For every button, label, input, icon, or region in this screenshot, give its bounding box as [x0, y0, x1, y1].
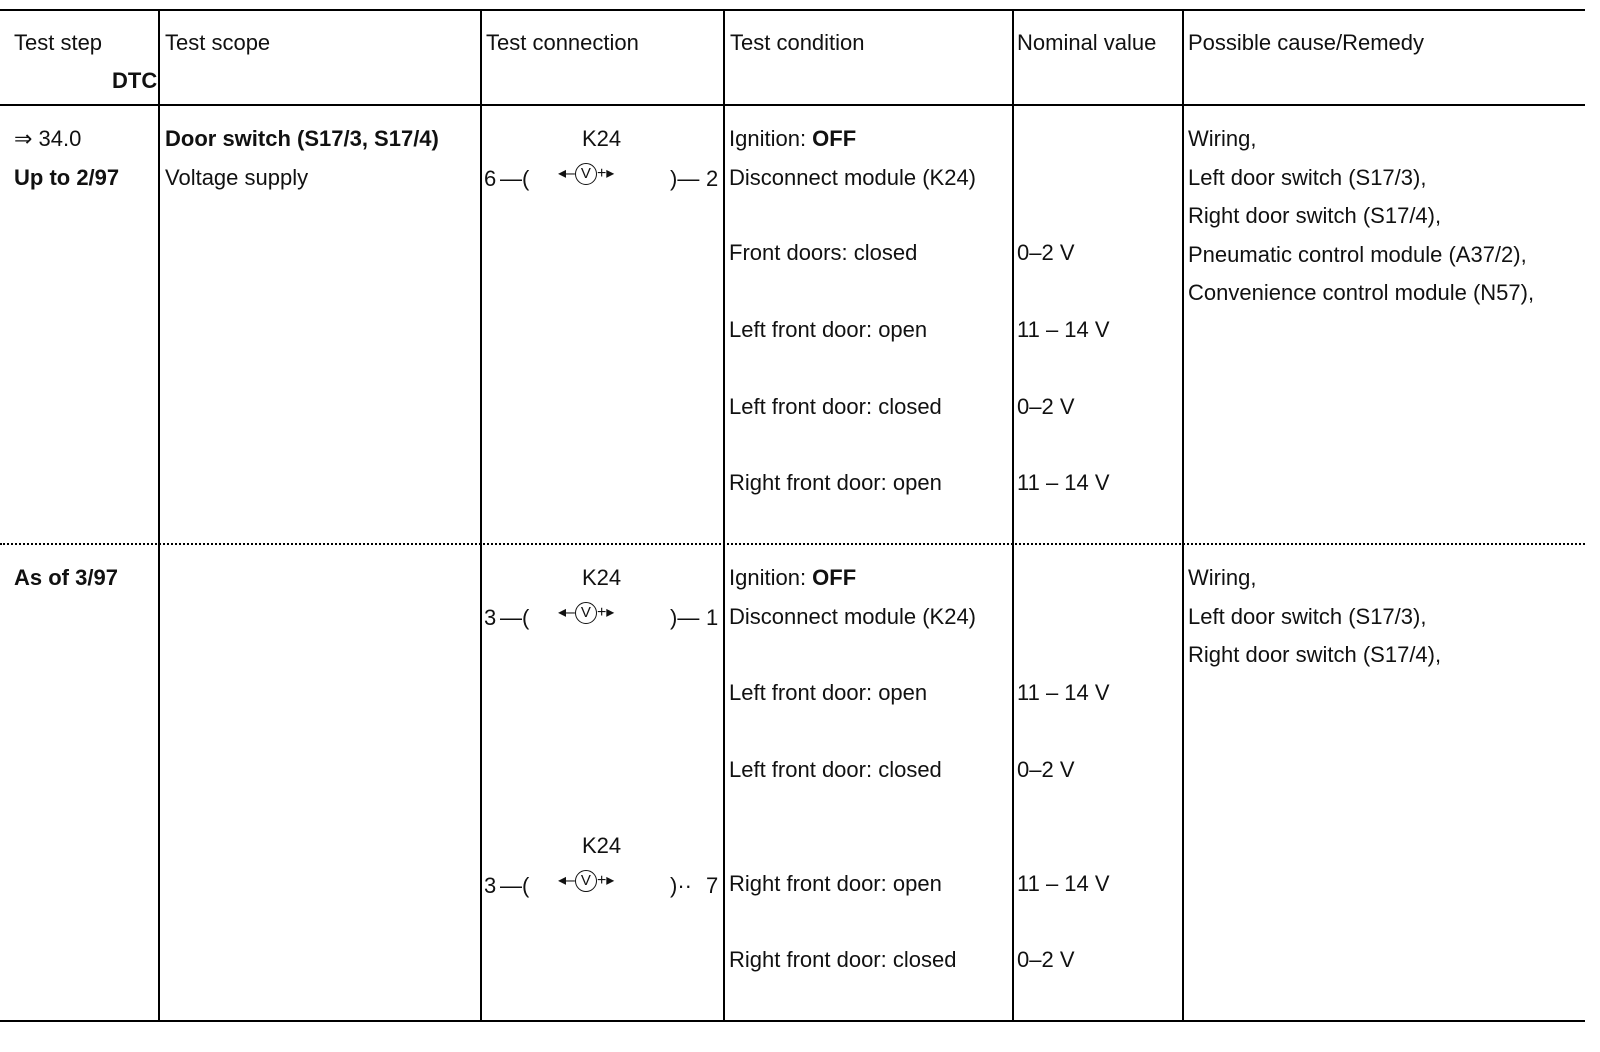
- left-pin: 3: [484, 873, 497, 898]
- left-connector: —(: [500, 605, 530, 630]
- cause-item: Wiring,: [1188, 126, 1257, 151]
- nominal-value: 11 – 14 V: [1017, 317, 1110, 342]
- nominal-value: 0–2 V: [1017, 947, 1075, 972]
- col-divider-4: [1012, 10, 1014, 1021]
- right-pin: 7: [706, 873, 719, 898]
- nominal-value: 11 – 14 V: [1017, 871, 1110, 896]
- left-pin: 6: [484, 166, 497, 191]
- variant-label: Up to 2/97: [14, 165, 120, 190]
- condition-text: Ignition: OFF: [729, 126, 857, 151]
- test-scope-subtitle: Voltage supply: [165, 165, 309, 190]
- header-possible-cause: Possible cause/Remedy: [1188, 30, 1425, 55]
- section-divider: [0, 543, 1585, 545]
- nominal-value: 0–2 V: [1017, 240, 1075, 265]
- right-connector: )··: [670, 873, 692, 898]
- table-bottom-border: [0, 1020, 1585, 1022]
- condition-text: Disconnect module (K24): [729, 604, 977, 629]
- col-divider-1: [158, 10, 160, 1021]
- header-nominal-value: Nominal value: [1017, 30, 1157, 55]
- header-dtc: DTC: [112, 68, 158, 93]
- condition-text: Left front door: open: [729, 680, 928, 705]
- voltmeter-icon: ◂– V +▸: [558, 870, 614, 892]
- condition-text: Ignition: OFF: [729, 565, 857, 590]
- left-pin: 3: [484, 605, 497, 630]
- condition-text: Left front door: open: [729, 317, 928, 342]
- test-connection-diagram-2: [484, 565, 722, 635]
- cause-item: Right door switch (S17/4),: [1188, 203, 1442, 228]
- voltmeter-icon: ◂– V +▸: [558, 163, 614, 185]
- test-scope-title: Door switch (S17/3, S17/4): [165, 126, 439, 151]
- condition-text: Right front door: open: [729, 871, 942, 896]
- cause-item: Convenience control module (N57),: [1188, 280, 1535, 305]
- condition-text: Left front door: closed: [729, 394, 942, 419]
- left-connector: —(: [500, 166, 530, 191]
- header-bottom-border: [0, 104, 1585, 106]
- header-test-connection: Test connection: [486, 30, 639, 55]
- cause-item: Left door switch (S17/3),: [1188, 164, 1427, 190]
- col-divider-3: [723, 10, 725, 1021]
- nominal-value: 0–2 V: [1017, 394, 1075, 419]
- condition-text: Disconnect module (K24): [729, 165, 977, 190]
- variant-label-2: As of 3/97: [14, 565, 118, 590]
- right-connector: )—: [670, 605, 700, 630]
- cause-item: Wiring,: [1188, 565, 1257, 590]
- module-label: K24: [582, 565, 622, 590]
- nominal-value: 11 – 14 V: [1017, 680, 1110, 705]
- right-connector: )—: [670, 166, 700, 191]
- condition-text: Left front door: closed: [729, 757, 942, 782]
- cause-item: Left door switch (S17/3),: [1188, 603, 1427, 629]
- right-pin: 1: [706, 605, 719, 630]
- nominal-value: 0–2 V: [1017, 757, 1075, 782]
- header-test-condition: Test condition: [730, 30, 865, 55]
- right-pin: 2: [706, 166, 719, 191]
- test-connection-diagram-3: [484, 833, 722, 903]
- condition-text: Right front door: open: [729, 470, 942, 495]
- test-connection-diagram: [484, 126, 722, 196]
- condition-text: Right front door: closed: [729, 947, 957, 972]
- cause-item: Pneumatic control module (A37/2),: [1188, 241, 1527, 267]
- test-step-number: ⇒ 34.0: [14, 126, 82, 151]
- condition-text: Front doors: closed: [729, 240, 918, 265]
- col-divider-2: [480, 10, 482, 1021]
- header-test-step: Test step: [14, 30, 103, 55]
- col-divider-5: [1182, 10, 1184, 1021]
- nominal-value: 11 – 14 V: [1017, 470, 1110, 495]
- cause-item: Right door switch (S17/4),: [1188, 642, 1442, 667]
- table-top-border: [0, 9, 1585, 11]
- voltmeter-icon: ◂– V +▸: [558, 602, 614, 624]
- module-label: K24: [582, 833, 622, 858]
- module-label: K24: [582, 126, 622, 151]
- left-connector: —(: [500, 873, 530, 898]
- header-test-scope: Test scope: [165, 30, 271, 55]
